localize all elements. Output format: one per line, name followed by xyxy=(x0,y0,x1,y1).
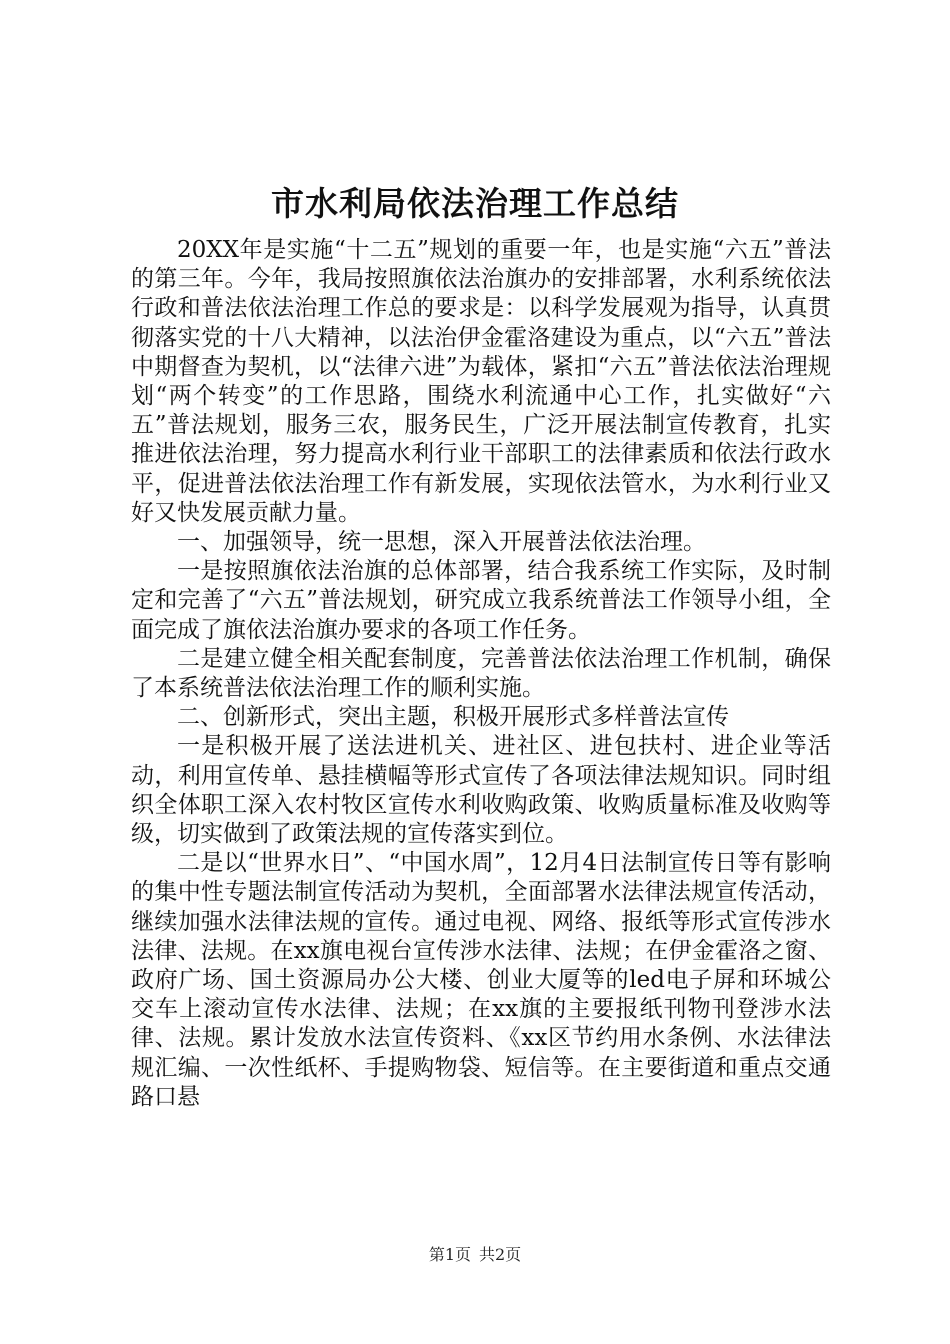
paragraph-intro: 20XX年是实施“十二五”规划的重要一年，也是实施“六五”普法的第三年。今年，我局按照旗依法治旗办的安排部署，水利系统依法行政和普法依法治理工作总的要求是：以科学发展观为指导，认真贯彻落实党的十八大精神，以法治伊金霍洛建设为重点，以“六五”普法中期督查为契机，以“法律六进”为载体，紧扣“六五”普法依法治理规划“两个转变”的工作思路，围绕水利流通中心工作，扎实做好“六五”普法规划，服务三农，服务民生，广泛开展法制宣传教育，扎实推进依法治理，努力提高水利行业干部职工的法律素质和依法行政水平，促进普法依法治理工作有新发展，实现依法管水，为水利行业又好又快发展贡献力量。 xyxy=(131,237,831,526)
document-body xyxy=(131,236,831,1112)
document-title: 市水利局依法治理工作总结 xyxy=(271,184,679,223)
paragraph-2-2: 二是以“世界水日”、“中国水周”，12月4日法制宣传日等有影响的集中性专题法制宣传活动为契机，全面部署水法律法规宣传活动，继续加强水法律法规的宣传。通过电视、网络、报纸等形式宣传涉水法律、法规。在xx旗电视台宣传涉水法律、法规；在伊金霍洛之窗、政府广场、国土资源局办公大楼、创业大厦等的led电子屏和环城公交车上滚动宣传水法律、法规；在xx旗的主要报纸刊物刊登涉水法律、法规。累计发放水法宣传资料、《xx区节约用水条例、水法律法规汇编、一次性纸杯、手提购物袋、短信等。在主要街道和重点交通路口悬 xyxy=(131,850,831,1110)
paragraph-2-1: 一是积极开展了送法进机关、进社区、进包扶村、进企业等活动，利用宣传单、悬挂横幅等形式宣传了各项法律法规知识。同时组织全体职工深入农村牧区宣传水利收购政策、收购质量标准及收购等级，切实做到了政策法规的宣传落实到位。 xyxy=(131,733,831,848)
paragraph-1-2: 二是建立健全相关配套制度，完善普法依法治理工作机制，确保了本系统普法依法治理工作的顺利实施。 xyxy=(131,645,831,702)
section-heading-1: 一、加强领导，统一思想，深入开展普法依法治理。 xyxy=(177,529,706,556)
section-heading-2: 二、创新形式，突出主题，积极开展形式多样普法宣传 xyxy=(177,704,729,731)
page-footer xyxy=(0,1244,950,1266)
page-number: 第1页 xyxy=(428,1245,471,1264)
page-total: 共2页 xyxy=(479,1245,522,1264)
paragraph-1-1: 一是按照旗依法治旗的总体部署，结合我系统工作实际，及时制定和完善了“六五”普法规划，研究成立我系统普法工作领导小组，全面完成了旗依法治旗办要求的各项工作任务。 xyxy=(131,558,831,643)
